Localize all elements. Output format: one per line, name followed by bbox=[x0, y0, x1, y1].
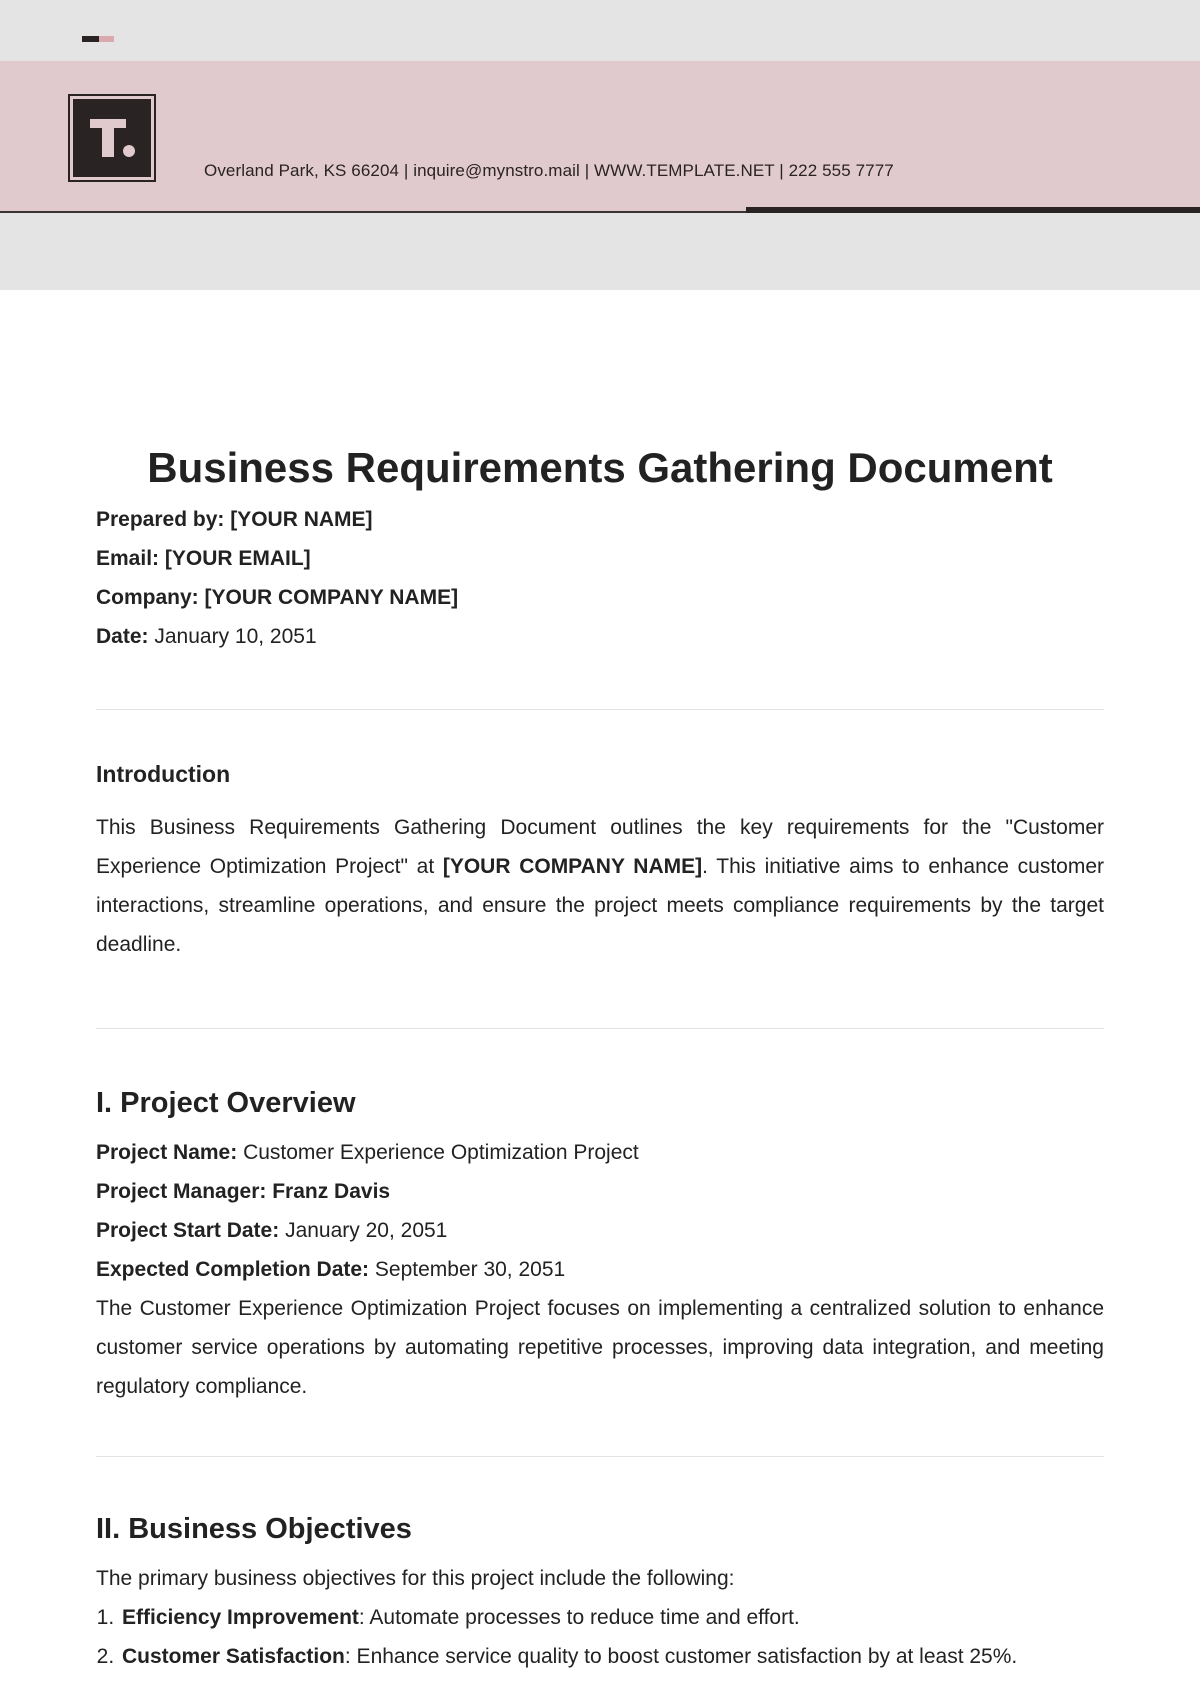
list-item: 1. Efficiency Improvement: Automate processes to reduce time and effort. bbox=[120, 1598, 1104, 1637]
business-objectives-heading: II. Business Objectives bbox=[96, 1513, 412, 1545]
project-manager: Project Manager: Franz Davis bbox=[96, 1180, 391, 1203]
document-body bbox=[96, 436, 1104, 1676]
objectives-list bbox=[96, 1598, 1104, 1676]
header-band bbox=[0, 61, 1200, 211]
contact-info: Overland Park, KS 66204 | inquire@mynstro.mail | WWW.TEMPLATE.NET | 222 555 7777 bbox=[204, 161, 894, 180]
expected-completion-date: Expected Completion Date: September 30, 2051 bbox=[96, 1258, 566, 1281]
document-title: Business Requirements Gathering Document bbox=[147, 444, 1053, 491]
prepared-by: Prepared by: [YOUR NAME] bbox=[96, 508, 373, 531]
project-start-date: Project Start Date: January 20, 2051 bbox=[96, 1219, 448, 1242]
email-line: Email: [YOUR EMAIL] bbox=[96, 547, 311, 570]
list-item: 2. Customer Satisfaction: Enhance service quality to boost customer satisfaction by at least 25%. bbox=[120, 1637, 1104, 1676]
company-line: Company: [YOUR COMPANY NAME] bbox=[96, 586, 459, 609]
project-name: Project Name: Customer Experience Optimization Project bbox=[96, 1141, 639, 1164]
decorative-bars bbox=[82, 36, 114, 42]
project-description: The Customer Experience Optimization Project focuses on implementing a centralized solution to enhance customer service operations by automating repetitive processes, improving data integration, and meeting regulatory compliance. bbox=[96, 1297, 1104, 1398]
header-rule-accent bbox=[746, 207, 1200, 213]
project-overview-heading: I. Project Overview bbox=[96, 1087, 356, 1119]
introduction-text: This Business Requirements Gathering Document outlines the key requirements for the "Customer Experience Optimization Project" at [YOUR COMPANY NAME]. This initiative aims to enhance customer interactions, streamline operations, and ensure the project meets compliance requirements by the target deadline. bbox=[96, 816, 1104, 956]
letterhead bbox=[0, 0, 1200, 290]
introduction-heading: Introduction bbox=[96, 761, 231, 787]
logo-t-icon bbox=[73, 99, 151, 177]
objectives-intro: The primary business objectives for this project include the following: bbox=[96, 1567, 735, 1590]
date-line: Date: January 10, 2051 bbox=[96, 625, 317, 648]
company-logo bbox=[68, 94, 156, 182]
